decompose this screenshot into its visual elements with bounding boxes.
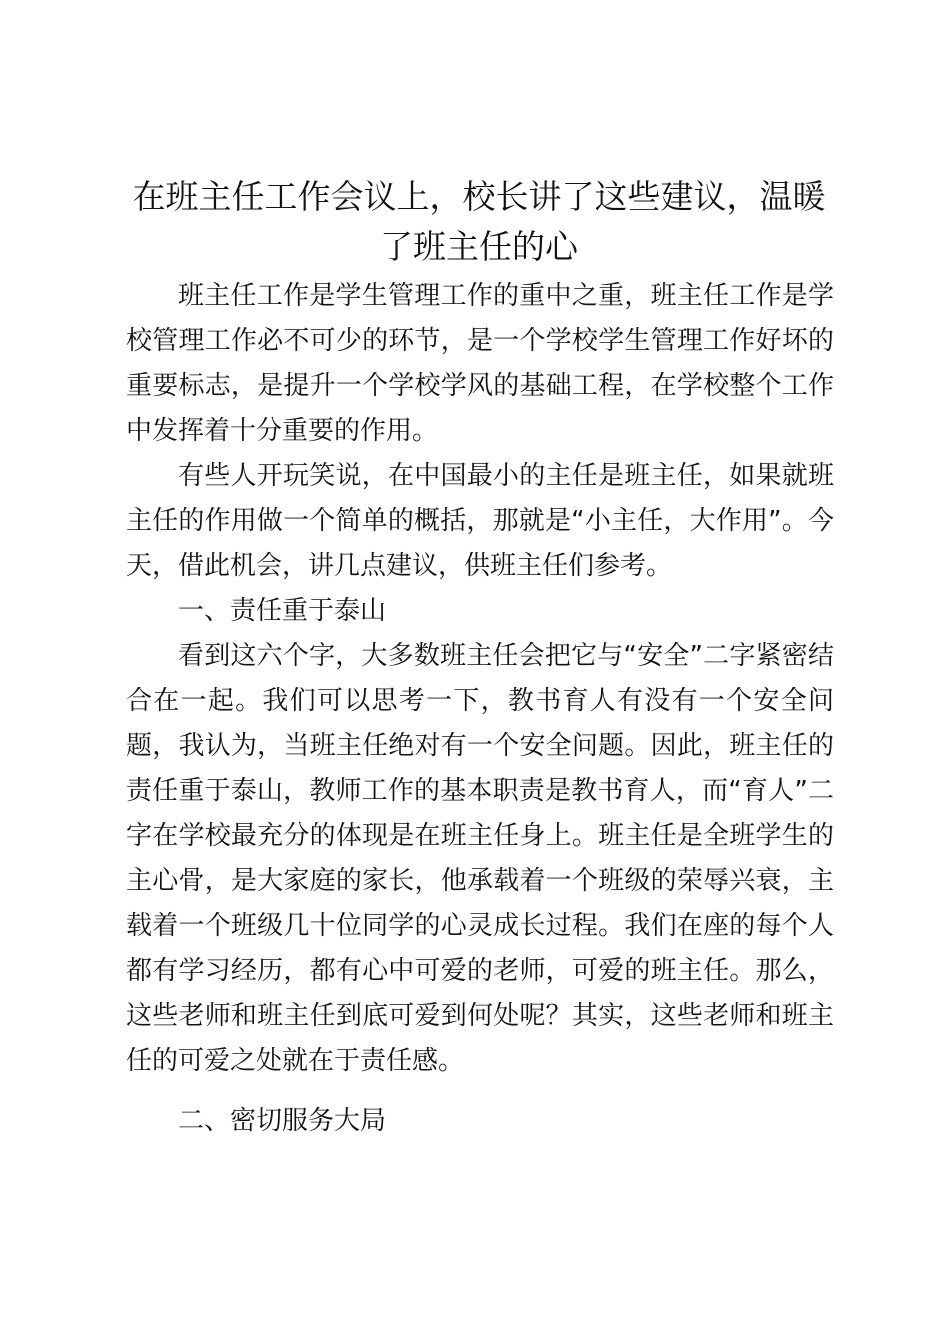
section-heading-2: 二、密切服务大局 bbox=[178, 1106, 387, 1136]
document-title: 在班主任工作会议上，校长讲了这些建议，温暖了班主任的心 bbox=[132, 177, 826, 266]
paragraph-opening: 有些人开玩笑说，在中国最小的主任是班主任，如果就班主任的作用做一个简单的概括，那就是“小主任，大作用”。今天，借此机会，讲几点建议，供班主任们参考。 bbox=[126, 461, 834, 581]
document-body bbox=[126, 274, 834, 1144]
paragraph-responsibility: 看到这六个字，大多数班主任会把它与“安全”二字紧密结合在一起。我们可以思考一下，教书育人有没有一个安全问题，我认为，当班主任绝对有一个安全问题。因此，班主任的责任重于泰山，教师工作的基本职责是教书育人，而“育人”二字在学校最充分的体现是在班主任身上。班主任是全班学生的主心骨，是大家庭的家长，他承载着一个班级的荣辱兴衰，主载着一个班级几十位同学的心灵成长过程。我们在座的每个人都有学习经历，都有心中可爱的老师，可爱的班主任。那么，这些老师和班主任到底可爱到何处呢？其实，这些老师和班主任的可爱之处就在于责任感。 bbox=[126, 641, 834, 1076]
section-heading-1: 一、责任重于泰山 bbox=[178, 596, 387, 626]
paragraph-intro: 班主任工作是学生管理工作的重中之重，班主任工作是学校管理工作必不可少的环节，是一个学校学生管理工作好坏的重要标志，是提升一个学校学风的基础工程，在学校整个工作中发挥着十分重要的作用。 bbox=[126, 281, 834, 446]
